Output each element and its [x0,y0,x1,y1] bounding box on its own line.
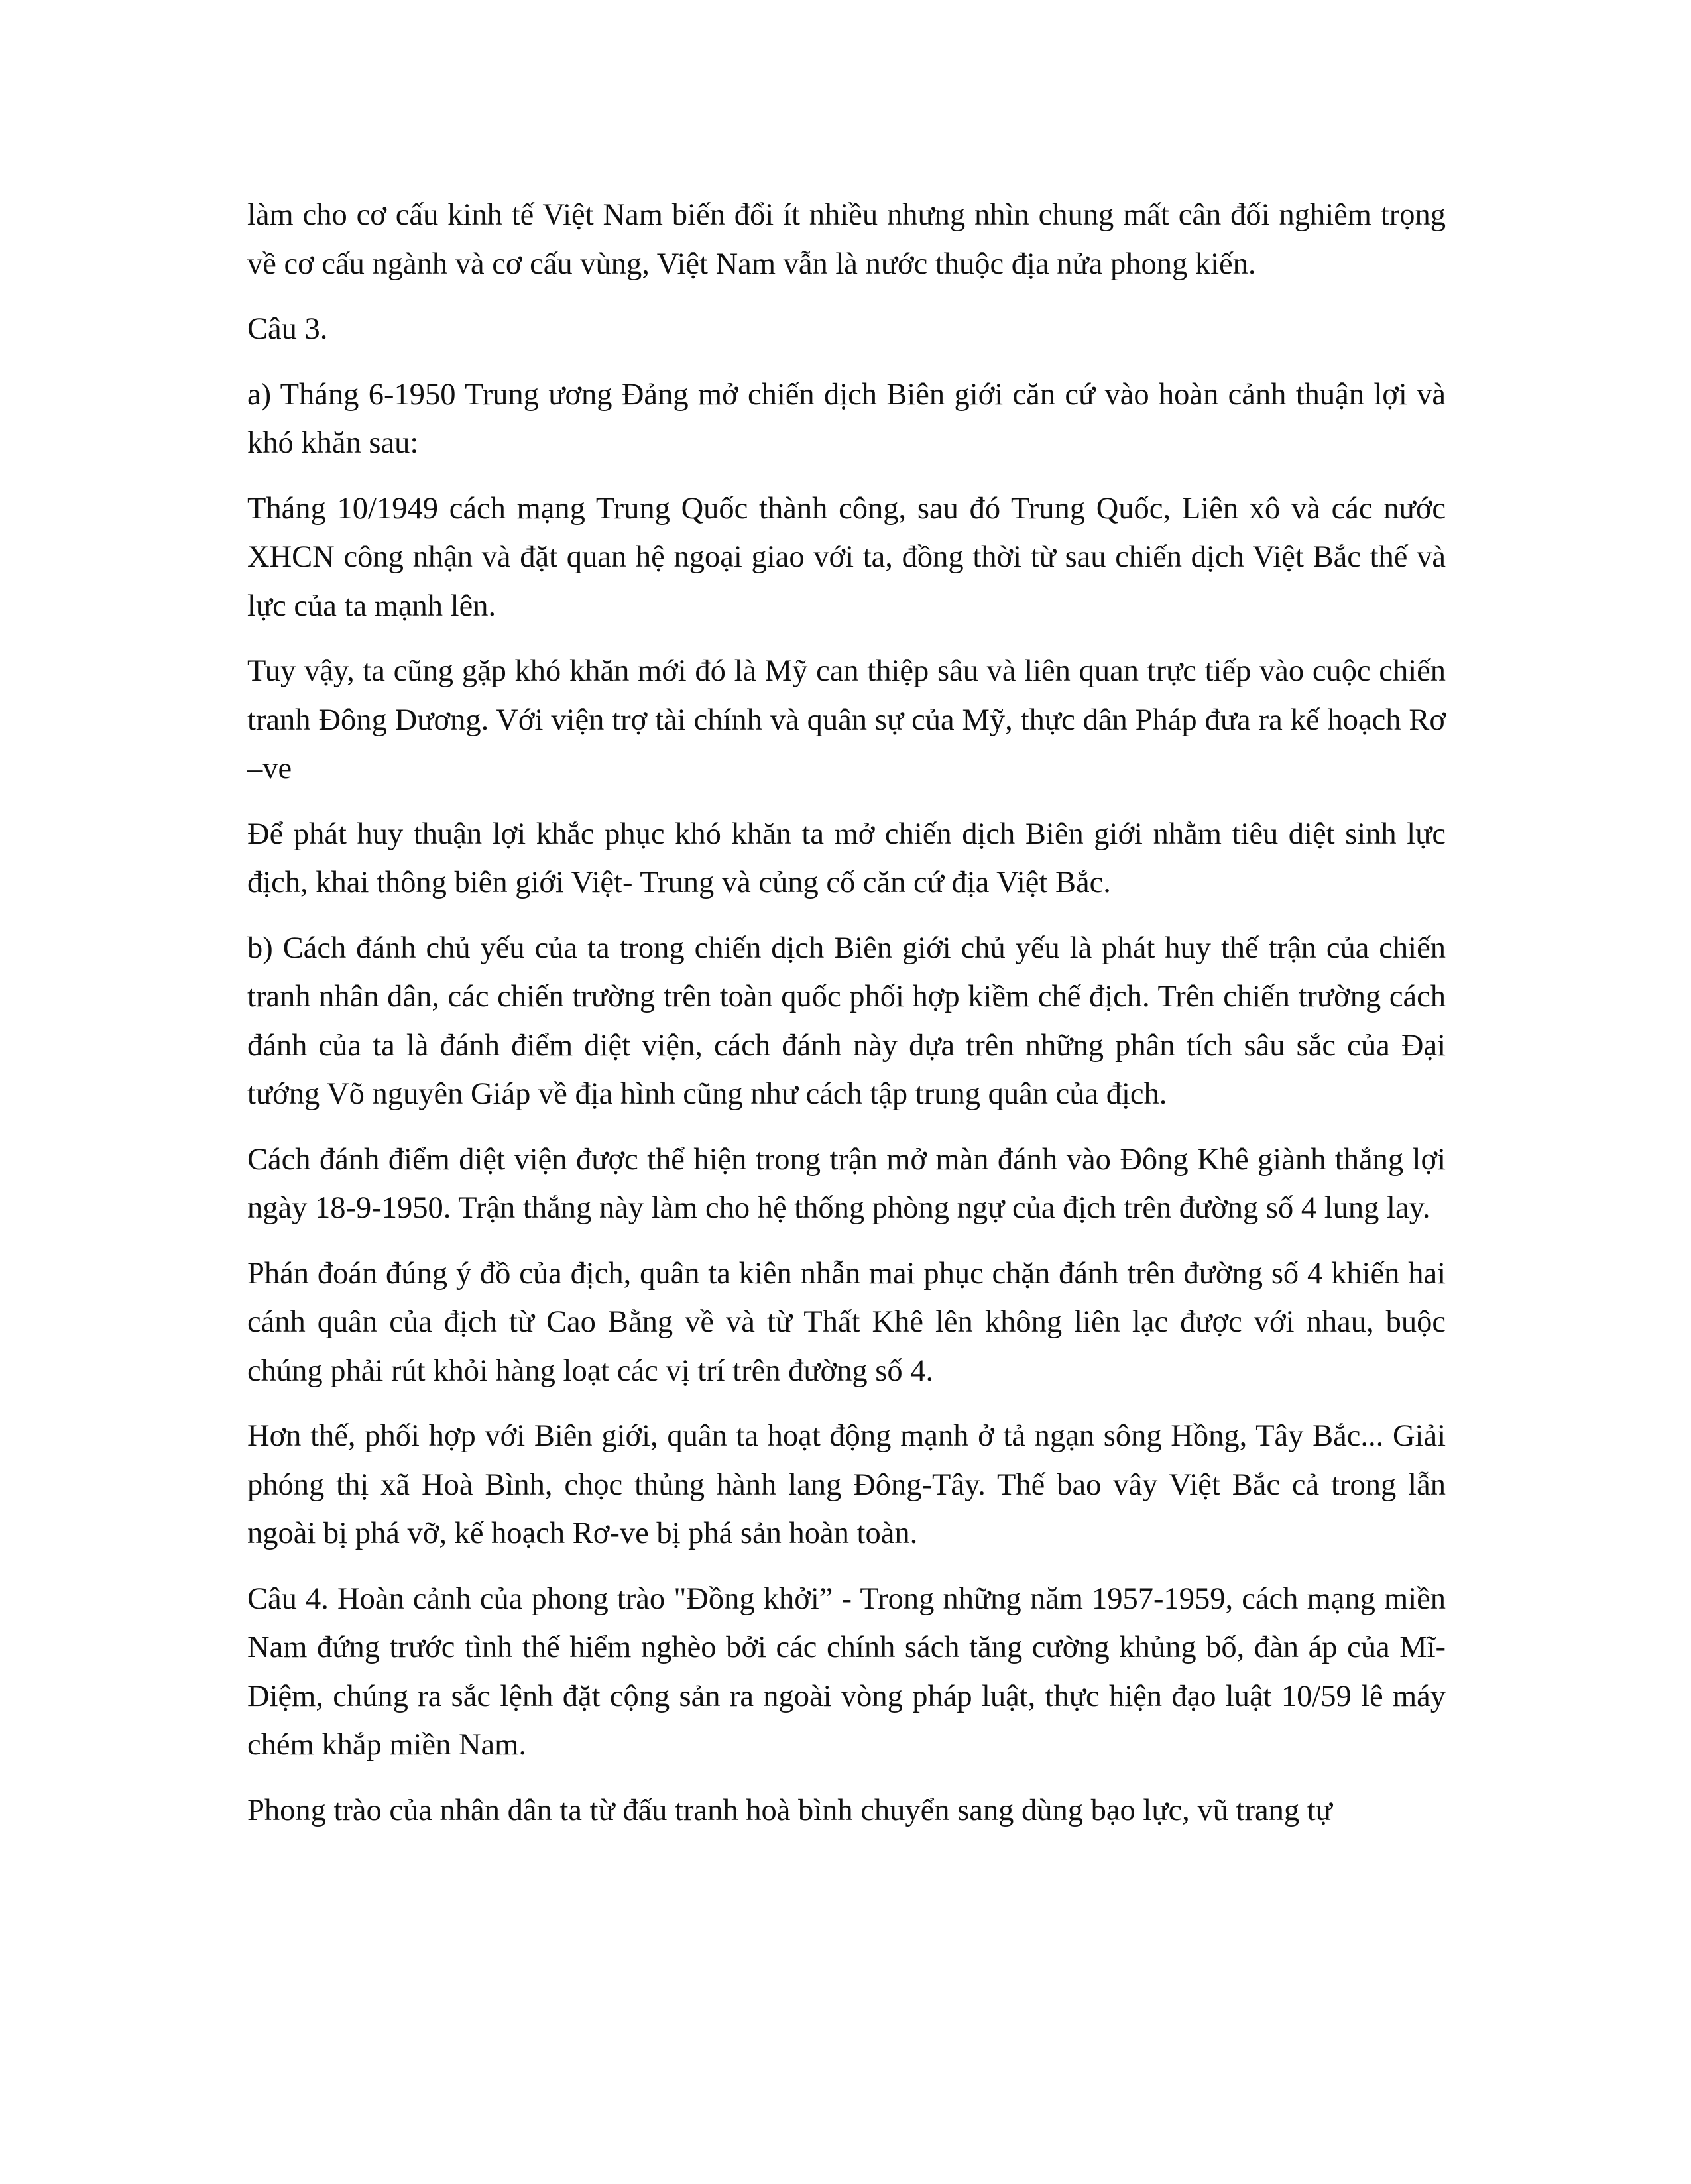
paragraph-question-4: Câu 4. Hoàn cảnh của phong trào "Đồng khởi” - Trong những năm 1957-1959, cách mạng miền Nam đứng trước tình thế hiểm nghèo bởi các chính sách tăng cường khủng bố, đàn áp của Mĩ-Diệm, chúng ra sắc lệnh đặt cộng sản ra ngoài vòng pháp luật, thực hiện đạo luật 10/59 lê máy chém khắp miền Nam. [247,1581,1446,1762]
paragraph-3b-tactics: b) Cách đánh chủ yếu của ta trong chiến dịch Biên giới chủ yếu là phát huy thế trận của chiến tranh nhân dân, các chiến trường trên toàn quốc phối hợp kiềm chế địch. Trên chiến trường cách đánh của ta là đánh điểm diệt viện, cách đánh này dựa trên những phân tích sâu sắc của Đại tướng Võ nguyên Giáp về địa hình cũng như cách tập trung quân của địch. [247,931,1446,1111]
paragraph-difficulties: Tuy vậy, ta cũng gặp khó khăn mới đó là Mỹ can thiệp sâu và liên quan trực tiếp vào cuộc chiến tranh Đông Dương. Với viện trợ tài chính và quân sự của Mỹ, thực dân Pháp đưa ra kế hoạch Rơ –ve [247,654,1446,785]
paragraph-coordination: Hơn thế, phối hợp với Biên giới, quân ta hoạt động mạnh ở tả ngạn sông Hồng, Tây Bắc... Giải phóng thị xã Hoà Bình, chọc thủng hành lang Đông-Tây. Thế bao vây Việt Bắc cả trong lẫn ngoài bị phá vỡ, kế hoạch Rơ-ve bị phá sản hoàn toàn. [247,1419,1446,1550]
paragraph-3a-intro: a) Tháng 6-1950 Trung ương Đảng mở chiến dịch Biên giới căn cứ vào hoàn cảnh thuận lợi và khó khăn sau: [247,377,1446,460]
document-body [247,191,1446,1835]
paragraph-dong-khe: Cách đánh điểm diệt viện được thể hiện trong trận mở màn đánh vào Đông Khê giành thắng lợi ngày 18-9-1950. Trận thắng này làm cho hệ thống phòng ngự của địch trên đường số 4 lung lay. [247,1142,1446,1225]
paragraph-campaign-goal: Để phát huy thuận lợi khắc phục khó khăn ta mở chiến dịch Biên giới nhằm tiêu diệt sinh lực địch, khai thông biên giới Việt- Trung và củng cố căn cứ địa Việt Bắc. [247,817,1446,899]
question-3-heading: Câu 3. [247,312,328,346]
paragraph-movement-shift: Phong trào của nhân dân ta từ đấu tranh hoà bình chuyển sang dùng bạo lực, vũ trang tự [247,1793,1332,1827]
paragraph-economic-structure: làm cho cơ cấu kinh tế Việt Nam biến đổi ít nhiều nhưng nhìn chung mất cân đối nghiêm trọng về cơ cấu ngành và cơ cấu vùng, Việt Nam vẫn là nước thuộc địa nửa phong kiến. [247,198,1446,281]
paragraph-route-4-ambush: Phán đoán đúng ý đồ của địch, quân ta kiên nhẫn mai phục chặn đánh trên đường số 4 khiến hai cánh quân của địch từ Cao Bằng về và từ Thất Khê lên không liên lạc được với nhau, buộc chúng phải rút khỏi hàng loạt các vị trí trên đường số 4. [247,1256,1446,1388]
paragraph-advantages: Tháng 10/1949 cách mạng Trung Quốc thành công, sau đó Trung Quốc, Liên xô và các nước XHCN công nhận và đặt quan hệ ngoại giao với ta, đồng thời từ sau chiến dịch Việt Bắc thế và lực của ta mạnh lên. [247,491,1446,623]
